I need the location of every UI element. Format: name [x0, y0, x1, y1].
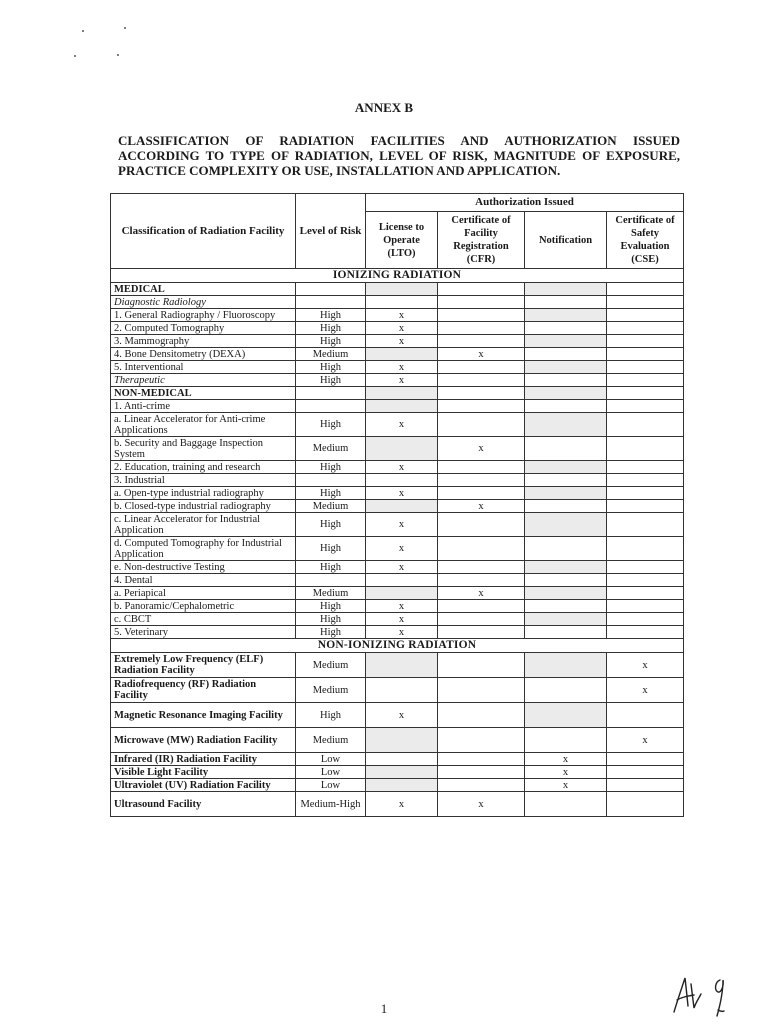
cse-cell: [607, 600, 684, 613]
header-lto: License to Operate (LTO): [366, 212, 438, 269]
cfr-cell: [438, 374, 525, 387]
table-row: [111, 348, 684, 361]
table-row: [111, 487, 684, 500]
notification-cell: [525, 361, 607, 374]
notification-cell: [525, 587, 607, 600]
table-row: [111, 561, 684, 574]
cse-cell: [607, 792, 684, 817]
lto-cell: [366, 348, 438, 361]
cse-cell: [607, 387, 684, 400]
cse-cell: [607, 461, 684, 474]
risk-level: High: [296, 322, 366, 335]
cfr-cell: [438, 653, 525, 678]
facility-name: b. Security and Baggage Inspection System: [111, 437, 296, 461]
facility-name: c. CBCT: [111, 613, 296, 626]
risk-level: High: [296, 361, 366, 374]
lto-cell: x: [366, 613, 438, 626]
scan-speck: [82, 30, 84, 32]
risk-level: Medium: [296, 587, 366, 600]
risk-level: [296, 283, 366, 296]
cfr-cell: [438, 561, 525, 574]
lto-cell: [366, 500, 438, 513]
facility-name: 4. Bone Densitometry (DEXA): [111, 348, 296, 361]
table-row: [111, 374, 684, 387]
cse-cell: [607, 335, 684, 348]
cfr-cell: [438, 753, 525, 766]
lto-cell: [366, 283, 438, 296]
header-cfr: Certificate of Facility Registration (CFR): [438, 212, 525, 269]
lto-cell: x: [366, 461, 438, 474]
lto-cell: [366, 587, 438, 600]
notification-cell: [525, 613, 607, 626]
lto-cell: x: [366, 361, 438, 374]
table-row: [111, 283, 684, 296]
cse-cell: x: [607, 728, 684, 753]
table-row: [111, 413, 684, 437]
lto-cell: x: [366, 322, 438, 335]
cfr-cell: [438, 387, 525, 400]
table-row: [111, 574, 684, 587]
header-classification: Classification of Radiation Facility: [111, 194, 296, 269]
facility-name: Infrared (IR) Radiation Facility: [111, 753, 296, 766]
cfr-cell: [438, 400, 525, 413]
notification-cell: [525, 703, 607, 728]
lto-cell: [366, 474, 438, 487]
table-row: [111, 461, 684, 474]
facility-name: Ultraviolet (UV) Radiation Facility: [111, 779, 296, 792]
table-row: [111, 703, 684, 728]
cfr-cell: x: [438, 587, 525, 600]
facility-name: Visible Light Facility: [111, 766, 296, 779]
lto-cell: x: [366, 537, 438, 561]
header-level-of-risk: Level of Risk: [296, 194, 366, 269]
page-number: 1: [380, 1001, 388, 1016]
notification-cell: [525, 653, 607, 678]
risk-level: High: [296, 703, 366, 728]
table-row: [111, 400, 684, 413]
lto-cell: [366, 437, 438, 461]
risk-level: High: [296, 561, 366, 574]
facility-name: 2. Education, training and research: [111, 461, 296, 474]
risk-level: Medium: [296, 728, 366, 753]
notification-cell: [525, 728, 607, 753]
notification-cell: [525, 626, 607, 639]
facility-name: Diagnostic Radiology: [111, 296, 296, 309]
lto-cell: [366, 296, 438, 309]
risk-level: High: [296, 487, 366, 500]
notification-cell: [525, 461, 607, 474]
cse-cell: [607, 322, 684, 335]
table-row: [111, 437, 684, 461]
notification-cell: [525, 561, 607, 574]
lto-cell: [366, 728, 438, 753]
facility-name: Therapeutic: [111, 374, 296, 387]
cfr-cell: [438, 678, 525, 703]
facility-name: NON-MEDICAL: [111, 387, 296, 400]
cfr-cell: [438, 461, 525, 474]
notification-cell: [525, 283, 607, 296]
facility-name: 3. Industrial: [111, 474, 296, 487]
cfr-cell: [438, 413, 525, 437]
facility-name: 1. General Radiography / Fluoroscopy: [111, 309, 296, 322]
facility-name: 5. Interventional: [111, 361, 296, 374]
header-notification: Notification: [525, 212, 607, 269]
risk-level: High: [296, 413, 366, 437]
cse-cell: [607, 487, 684, 500]
notification-cell: [525, 537, 607, 561]
risk-level: High: [296, 335, 366, 348]
facility-name: a. Periapical: [111, 587, 296, 600]
cfr-cell: [438, 322, 525, 335]
cse-cell: [607, 413, 684, 437]
risk-level: Medium: [296, 500, 366, 513]
risk-level: High: [296, 613, 366, 626]
table-row: [111, 335, 684, 348]
cse-cell: [607, 537, 684, 561]
facility-name: a. Open-type industrial radiography: [111, 487, 296, 500]
notification-cell: x: [525, 753, 607, 766]
risk-level: Medium: [296, 437, 366, 461]
cse-cell: [607, 587, 684, 600]
notification-cell: [525, 309, 607, 322]
notification-cell: [525, 413, 607, 437]
table-row: [111, 537, 684, 561]
risk-level: High: [296, 374, 366, 387]
cse-cell: x: [607, 653, 684, 678]
risk-level: [296, 474, 366, 487]
table-row: [111, 792, 684, 817]
lto-cell: x: [366, 513, 438, 537]
cfr-cell: x: [438, 348, 525, 361]
cse-cell: [607, 574, 684, 587]
risk-level: Medium: [296, 348, 366, 361]
risk-level: High: [296, 537, 366, 561]
classification-table: [110, 193, 684, 817]
cfr-cell: [438, 296, 525, 309]
notification-cell: [525, 500, 607, 513]
cse-cell: [607, 348, 684, 361]
facility-name: c. Linear Accelerator for Industrial Application: [111, 513, 296, 537]
cse-cell: [607, 296, 684, 309]
cse-cell: [607, 766, 684, 779]
table-row: [111, 766, 684, 779]
risk-level: [296, 387, 366, 400]
cfr-cell: [438, 703, 525, 728]
notification-cell: x: [525, 779, 607, 792]
table-row: [111, 728, 684, 753]
cfr-cell: [438, 779, 525, 792]
table-row: [111, 600, 684, 613]
risk-level: Low: [296, 753, 366, 766]
header-cse: Certificate of Safety Evaluation (CSE): [607, 212, 684, 269]
table-row: [111, 626, 684, 639]
risk-level: High: [296, 461, 366, 474]
cfr-cell: [438, 513, 525, 537]
table-row: [111, 322, 684, 335]
cse-cell: [607, 374, 684, 387]
cfr-cell: [438, 474, 525, 487]
notification-cell: [525, 437, 607, 461]
lto-cell: [366, 766, 438, 779]
notification-cell: [525, 400, 607, 413]
lto-cell: x: [366, 309, 438, 322]
notification-cell: [525, 374, 607, 387]
risk-level: Medium: [296, 653, 366, 678]
cfr-cell: [438, 487, 525, 500]
cfr-cell: x: [438, 437, 525, 461]
lto-cell: [366, 387, 438, 400]
scan-speck: [117, 54, 119, 56]
cfr-cell: [438, 613, 525, 626]
notification-cell: [525, 348, 607, 361]
cse-cell: [607, 561, 684, 574]
notification-cell: [525, 600, 607, 613]
table-row: [111, 500, 684, 513]
cfr-cell: [438, 626, 525, 639]
cfr-cell: [438, 537, 525, 561]
risk-level: Low: [296, 779, 366, 792]
cse-cell: [607, 753, 684, 766]
facility-name: d. Computed Tomography for Industrial Application: [111, 537, 296, 561]
facility-name: Radiofrequency (RF) Radiation Facility: [111, 678, 296, 703]
notification-cell: [525, 387, 607, 400]
facility-name: 1. Anti-crime: [111, 400, 296, 413]
section-non-ionizing-radiation: NON-IONIZING RADIATION: [111, 639, 684, 653]
cfr-cell: [438, 283, 525, 296]
scan-speck: [74, 55, 76, 57]
lto-cell: [366, 574, 438, 587]
facility-name: e. Non-destructive Testing: [111, 561, 296, 574]
cse-cell: [607, 400, 684, 413]
cse-cell: [607, 703, 684, 728]
table-row: [111, 387, 684, 400]
facility-name: Microwave (MW) Radiation Facility: [111, 728, 296, 753]
risk-level: [296, 574, 366, 587]
cfr-cell: [438, 309, 525, 322]
lto-cell: x: [366, 626, 438, 639]
notification-cell: [525, 322, 607, 335]
cfr-cell: [438, 728, 525, 753]
facility-name: 4. Dental: [111, 574, 296, 587]
facility-name: 2. Computed Tomography: [111, 322, 296, 335]
cse-cell: [607, 626, 684, 639]
notification-cell: [525, 678, 607, 703]
facility-name: 5. Veterinary: [111, 626, 296, 639]
risk-level: High: [296, 513, 366, 537]
cfr-cell: x: [438, 792, 525, 817]
cse-cell: [607, 309, 684, 322]
cse-cell: x: [607, 678, 684, 703]
table-row: [111, 361, 684, 374]
facility-name: b. Closed-type industrial radiography: [111, 500, 296, 513]
handwritten-initials: [668, 972, 738, 1018]
cse-cell: [607, 474, 684, 487]
risk-level: Medium-High: [296, 792, 366, 817]
table-row: [111, 653, 684, 678]
notification-cell: [525, 487, 607, 500]
section-ionizing-radiation: IONIZING RADIATION: [111, 269, 684, 283]
risk-level: [296, 296, 366, 309]
cse-cell: [607, 437, 684, 461]
facility-name: MEDICAL: [111, 283, 296, 296]
facility-name: Ultrasound Facility: [111, 792, 296, 817]
table-row: [111, 753, 684, 766]
table-row: [111, 779, 684, 792]
cfr-cell: [438, 574, 525, 587]
lto-cell: x: [366, 413, 438, 437]
cfr-cell: [438, 361, 525, 374]
notification-cell: [525, 474, 607, 487]
cse-cell: [607, 779, 684, 792]
lto-cell: [366, 400, 438, 413]
notification-cell: [525, 574, 607, 587]
lto-cell: [366, 678, 438, 703]
facility-name: Magnetic Resonance Imaging Facility: [111, 703, 296, 728]
facility-name: 3. Mammography: [111, 335, 296, 348]
table-row: [111, 513, 684, 537]
cse-cell: [607, 613, 684, 626]
annex-title: ANNEX B: [354, 100, 414, 115]
notification-cell: [525, 335, 607, 348]
notification-cell: [525, 792, 607, 817]
cse-cell: [607, 361, 684, 374]
lto-cell: x: [366, 792, 438, 817]
lto-cell: x: [366, 561, 438, 574]
table-row: [111, 474, 684, 487]
notification-cell: x: [525, 766, 607, 779]
lto-cell: [366, 779, 438, 792]
risk-level: High: [296, 626, 366, 639]
document-heading: CLASSIFICATION OF RADIATION FACILITIES AND AUTHORIZATION ISSUED ACCORDING TO TYPE OF RADIATION, LEVEL OF RISK, MAGNITUDE OF EXPOSURE, PRACTICE COMPLEXITY OR USE, INSTALLATION AND APPLICATION.: [118, 133, 680, 178]
notification-cell: [525, 296, 607, 309]
risk-level: [296, 400, 366, 413]
cse-cell: [607, 500, 684, 513]
cfr-cell: [438, 766, 525, 779]
table-row: [111, 587, 684, 600]
lto-cell: x: [366, 703, 438, 728]
facility-name: b. Panoramic/Cephalometric: [111, 600, 296, 613]
notification-cell: [525, 513, 607, 537]
risk-level: Low: [296, 766, 366, 779]
header-authorization-issued: Authorization Issued: [366, 194, 684, 212]
scan-speck: [124, 27, 126, 29]
lto-cell: x: [366, 600, 438, 613]
table-row: [111, 296, 684, 309]
lto-cell: x: [366, 487, 438, 500]
lto-cell: [366, 653, 438, 678]
cfr-cell: [438, 335, 525, 348]
cfr-cell: [438, 600, 525, 613]
table-row: [111, 678, 684, 703]
facility-name: Extremely Low Frequency (ELF) Radiation Facility: [111, 653, 296, 678]
lto-cell: x: [366, 335, 438, 348]
cfr-cell: x: [438, 500, 525, 513]
table-row: [111, 309, 684, 322]
cse-cell: [607, 513, 684, 537]
facility-name: a. Linear Accelerator for Anti-crime Applications: [111, 413, 296, 437]
risk-level: Medium: [296, 678, 366, 703]
cse-cell: [607, 283, 684, 296]
risk-level: High: [296, 600, 366, 613]
lto-cell: x: [366, 374, 438, 387]
risk-level: High: [296, 309, 366, 322]
lto-cell: [366, 753, 438, 766]
table-row: [111, 613, 684, 626]
